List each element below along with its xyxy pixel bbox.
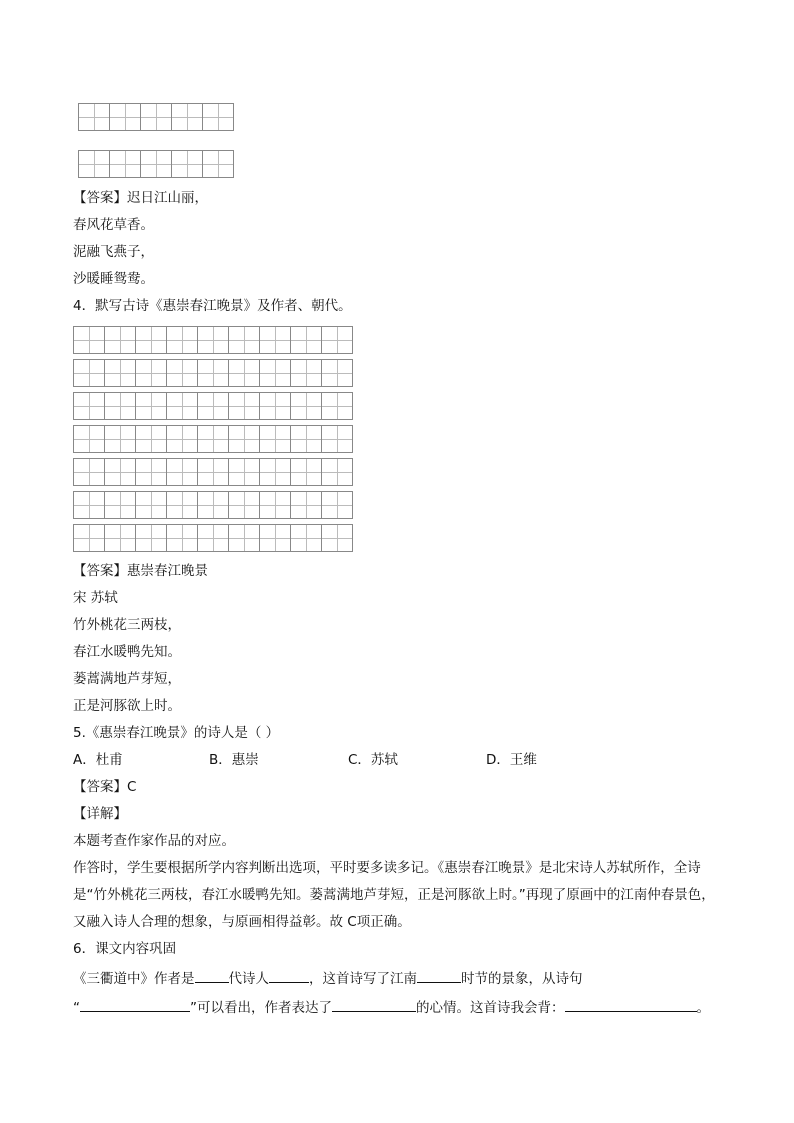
writing-grid-row[interactable] — [78, 103, 234, 131]
writing-grid-row[interactable] — [73, 425, 353, 453]
q5-question: 5.《惠崇春江晚景》的诗人是（ ） — [73, 725, 280, 741]
q4-answer-line: 春江水暖鸭先知。 — [73, 644, 181, 660]
q6-fill-line-1: 《三衢道中》作者是 代诗人 ，这首诗写了江南 时节的景象，从诗句 — [73, 968, 583, 989]
blank-poet[interactable] — [269, 968, 309, 983]
answer-label: 【答案】 — [73, 779, 127, 795]
q4-answer-line: 【答案】惠崇春江晚景 — [73, 563, 208, 579]
detail-label: 【详解】 — [73, 806, 127, 822]
answer-label: 【答案】 — [73, 563, 127, 579]
blank-recite[interactable] — [565, 997, 697, 1012]
q3-answer-line: 沙暖睡鸳鸯。 — [73, 271, 154, 287]
q3-answer-line: 泥融飞燕子， — [73, 244, 154, 260]
option-a[interactable]: A．杜甫 — [73, 752, 123, 768]
option-b[interactable]: B．惠崇 — [209, 752, 259, 768]
detail-line: 是“竹外桃花三两枝，春江水暖鸭先知。蒌蒿满地芦芽短，正是河豚欲上时。”再现了原画中的江南仲春景色， — [73, 887, 715, 903]
q4-answer-line: 蒌蒿满地芦芽短， — [73, 671, 181, 687]
writing-grid-row[interactable] — [78, 150, 234, 178]
blank-dynasty[interactable] — [195, 968, 229, 983]
blank-verse[interactable] — [80, 997, 190, 1012]
option-c[interactable]: C．苏轼 — [348, 752, 398, 768]
writing-grid-row[interactable] — [73, 326, 353, 354]
writing-grid-row[interactable] — [73, 458, 353, 486]
writing-grid-row[interactable] — [73, 491, 353, 519]
q5-answer-line — [73, 777, 136, 797]
q4-answer-line: 竹外桃花三两枝， — [73, 617, 181, 633]
writing-grid-row[interactable] — [73, 392, 353, 420]
detail-line: 又融入诗人合理的想象，与原画相得益彰。故 C项正确。 — [73, 914, 411, 930]
detail-line: 本题考查作家作品的对应。 — [73, 833, 235, 849]
q4-question: 4．默写古诗《惠崇春江晚景》及作者、朝代。 — [73, 298, 352, 314]
answer-value: C — [127, 779, 137, 795]
blank-feeling[interactable] — [332, 997, 416, 1012]
q4-answer-line: 宋 苏轼 — [73, 590, 118, 606]
q4-answer-line: 正是河豚欲上时。 — [73, 698, 181, 714]
q3-answer-line: 春风花草香。 — [73, 217, 154, 233]
q3-answer-line: 【答案】迟日江山丽， — [73, 190, 208, 206]
answer-label: 【答案】 — [73, 190, 127, 206]
q6-fill-line-2: “ ”可以看出，作者表达了 的心情。这首诗我会背： 。 — [73, 997, 710, 1018]
q6-question: 6．课文内容巩固 — [73, 941, 177, 957]
detail-line: 作答时，学生要根据所学内容判断出选项，平时要多读多记。《惠崇春江晚景》是北宋诗人苏轼所作，全诗 — [73, 860, 701, 876]
option-d[interactable]: D．王维 — [486, 752, 537, 768]
writing-grid-row[interactable] — [73, 359, 353, 387]
blank-season[interactable] — [417, 968, 461, 983]
writing-grid-row[interactable] — [73, 524, 353, 552]
